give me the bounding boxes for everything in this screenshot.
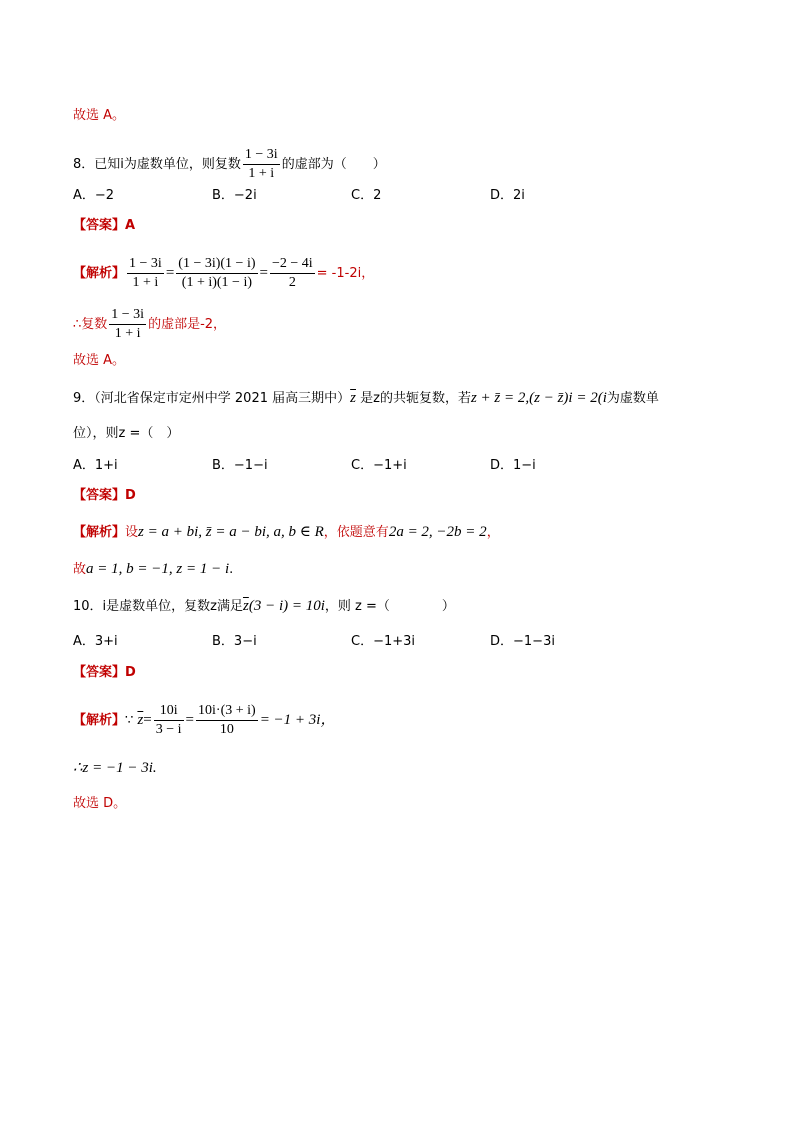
q9-cond2: (z − z̄)i = 2(i	[529, 390, 607, 406]
q9-number: 9．	[73, 391, 95, 406]
q8-fraction	[243, 146, 280, 183]
q8-conclusion: 故选 A。	[73, 353, 126, 368]
q10-a-f1-num: 10i	[154, 702, 184, 721]
q8-options	[73, 186, 525, 206]
q8-a-f2-den: (1 + i)(1 − i)	[181, 275, 252, 290]
q8-number: 8．	[73, 157, 95, 172]
q9-a1-pre: 设	[125, 525, 139, 540]
q8-line2-num: 1 − 3i	[109, 306, 146, 325]
q9-a2-math: a = 1, b = −1, z = 1 − i	[86, 561, 230, 577]
q8-a-f3-den: 2	[288, 275, 296, 290]
q8-analysis-result: = -1-2i，	[316, 266, 375, 281]
q9-option-b: B．−1−i	[212, 458, 268, 473]
q10-analysis-line2: ∴z = −1 − 3i.	[73, 760, 157, 776]
q10-a-z-bar: $\overline{z}$	[137, 712, 144, 728]
q9-stem-line2: 位），则z =（ ）	[73, 426, 180, 441]
q8-analysis-frac3	[270, 255, 315, 292]
q8-a-f3-num: −2 − 4i	[270, 255, 315, 274]
q8-analysis-label: 【解析】	[73, 266, 126, 281]
q8-frac-num: 1 − 3i	[243, 146, 280, 165]
q9-analysis-line1	[73, 522, 500, 543]
q8-option-c: C．2	[351, 188, 382, 203]
q8-line2-post: 的虚部是-2，	[148, 317, 227, 332]
q9-stem-line1	[73, 388, 659, 409]
q9-options	[73, 456, 536, 476]
q8-option-d: D．2i	[490, 188, 525, 203]
q8-stem	[73, 146, 386, 184]
q10-analysis-label: 【解析】	[73, 713, 126, 728]
q10-option-d: D．−1−3i	[490, 634, 555, 649]
q9-option-a: A．1+i	[73, 458, 118, 473]
q8-option-b: B．−2i	[212, 188, 257, 203]
q10-option-c: C．−1+3i	[351, 634, 416, 649]
q9-answer: 【答案】D	[73, 488, 136, 503]
q10-stem-pre: i是虚数单位，复数z满足	[102, 599, 243, 614]
q8-line2-frac	[109, 306, 146, 343]
q8-line2-pre: ∴复数	[73, 317, 108, 332]
q10-analysis-frac2	[196, 702, 258, 739]
q8-analysis-frac1	[127, 255, 164, 292]
q9-a2-end: .	[229, 562, 234, 577]
q10-conclusion: 故选 D。	[73, 796, 127, 811]
q9-stem2: 为虚数单	[606, 391, 659, 406]
q9-a1-math2: 2a = 2, −2b = 2	[388, 524, 487, 540]
q8-answer: 【答案】A	[73, 218, 136, 233]
q10-z-bar: $\overline{z}$	[242, 598, 249, 614]
q10-number: 10．	[73, 599, 103, 614]
q9-a1-math: z = a + bi, z̄ = a − bi, a, b ∈ R	[138, 524, 324, 540]
q10-option-b: B．3−i	[212, 634, 257, 649]
q9-stem1: 是z的共轭复数，若	[360, 391, 471, 406]
q10-option-a: A．3+i	[73, 634, 118, 649]
q8-analysis: 【解析】 $\frac{1 - 3i}{1 + i}$ = $\frac{(1 - 3i)(1 - i)}{(1 + i)(1 - i)}$ = $\frac{-2 - 4i}{2}$ = -1-2i，	[73, 256, 375, 290]
q8-a-f1-den: 1 + i	[132, 275, 159, 290]
q8-line2-den: 1 + i	[114, 326, 141, 341]
q10-a-f2-den: 10	[219, 722, 234, 737]
q9-option-d: D．1−i	[490, 458, 536, 473]
q9-a1-end: ，	[486, 525, 500, 540]
q9-cond1: z + z̄ = 2,	[470, 390, 530, 406]
q8-analysis-line2	[73, 306, 226, 344]
q10-analysis-frac1	[154, 702, 184, 739]
q9-analysis-line2	[73, 559, 233, 580]
q10-answer: 【答案】D	[73, 665, 136, 680]
q8-a-f2-num: (1 − 3i)(1 − i)	[176, 255, 257, 274]
q10-a-f1-den: 3 − i	[155, 722, 182, 737]
q8-analysis-frac2	[176, 255, 257, 292]
q8-frac-den: 1 + i	[248, 166, 275, 181]
q8-stem-pre: 已知i为虚数单位，则复数	[94, 157, 241, 172]
q10-stem-post: ，则 z =（ ）	[324, 599, 455, 614]
q7-conclusion: 故选 A。	[73, 108, 126, 123]
q8-option-a: A．−2	[73, 188, 115, 203]
q9-z-bar: $\overline{z}$	[350, 390, 356, 406]
q10-analysis: 【解析】∵ $\overline{z}=$ $\frac{10i}{3 - i}$ = $\frac{10i\cdot(3 + i)}{10}$ = −1 + 3i，	[73, 703, 336, 737]
q10-stem	[73, 596, 455, 617]
q8-stem-post: 的虚部为（ ）	[281, 157, 386, 172]
q10-a-f2-num: 10i·(3 + i)	[196, 702, 258, 721]
q9-a1-mid: ，依题意有	[323, 525, 389, 540]
q10-stem-math: (3 − i) = 10i	[248, 598, 325, 614]
q9-analysis-label: 【解析】	[73, 525, 126, 540]
q9-source: （河北省保定市定州中学 2021 届高三期中）	[94, 391, 351, 406]
q9-option-c: C．−1+i	[351, 458, 407, 473]
q10-analysis-result: = −1 + 3i，	[259, 712, 336, 728]
q10-options	[73, 632, 555, 652]
q9-a2-pre: 故	[73, 562, 87, 577]
q8-a-f1-num: 1 − 3i	[127, 255, 164, 274]
q10-because-symbol: ∵	[125, 713, 134, 728]
